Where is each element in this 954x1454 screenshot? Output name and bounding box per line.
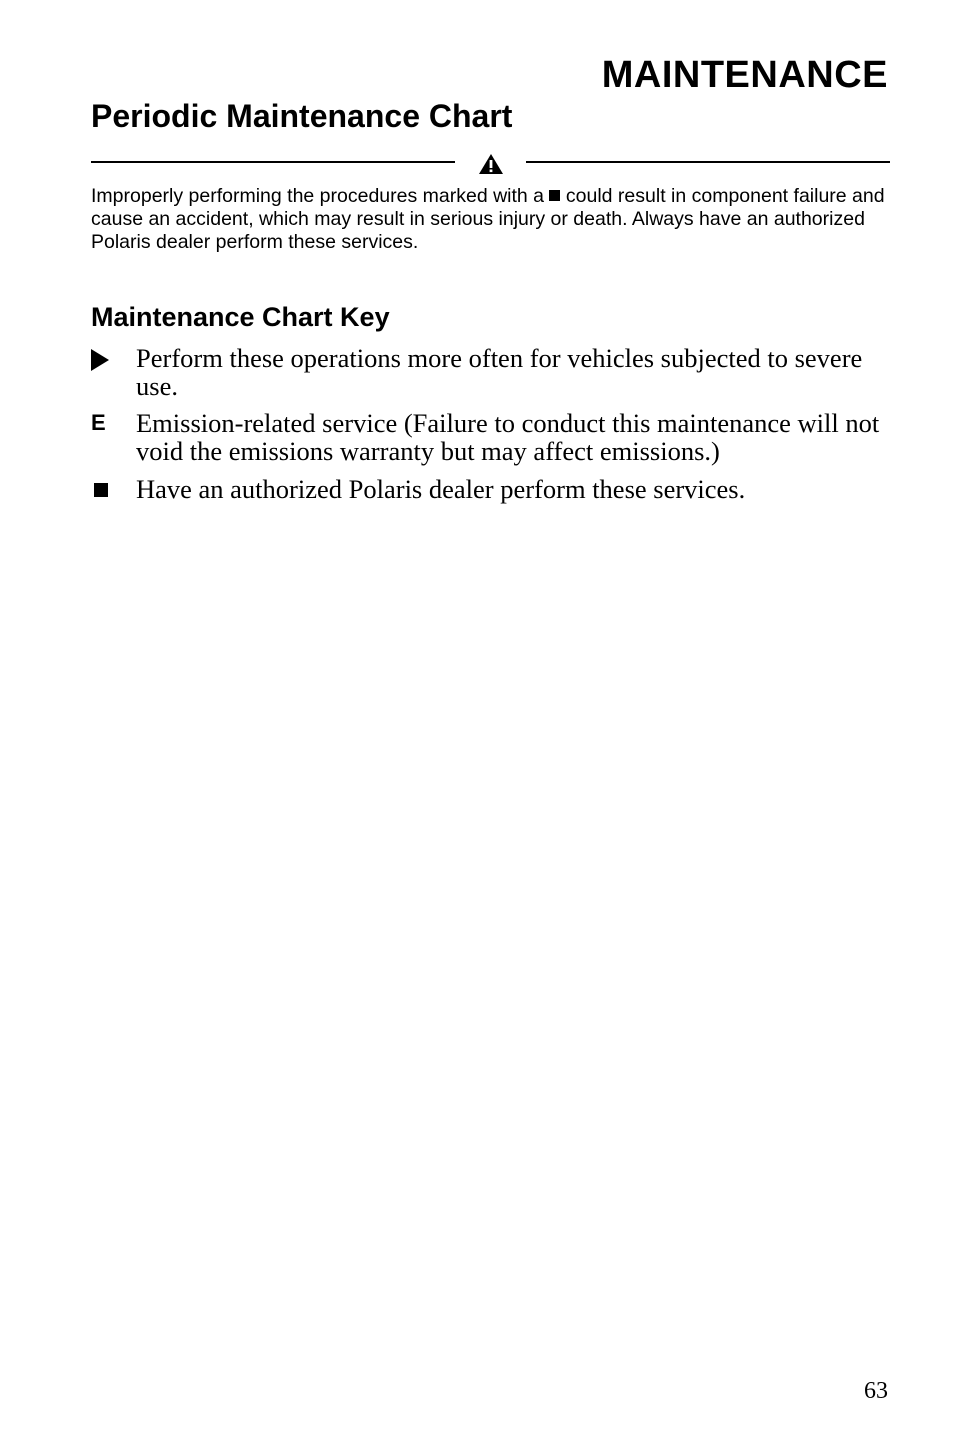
warning-rule-left: [91, 161, 455, 163]
page-number: 63: [864, 1378, 888, 1404]
square-icon: [549, 190, 560, 201]
key-item-text: Emission-related service (Failure to conduct this maintenance will not void the emissions warranty but may affect emissions.): [136, 408, 880, 466]
section-title: MAINTENANCE: [601, 54, 888, 96]
key-item-severe-use: [91, 344, 891, 400]
warning-triangle-icon: [478, 153, 504, 175]
warning-rule-right: [526, 161, 890, 163]
triangle-right-icon: [91, 349, 109, 371]
key-item-text: Have an authorized Polaris dealer perform these services.: [136, 474, 746, 504]
square-icon: [94, 483, 108, 497]
key-item-emission: [91, 409, 891, 465]
warning-text-before: Improperly performing the procedures marked with a: [91, 185, 545, 207]
warning-text: [91, 185, 891, 254]
page-title: Periodic Maintenance Chart: [91, 98, 513, 134]
key-item-dealer: [91, 475, 891, 503]
warning-text-after: could result in component failure and cause an accident, which may result in serious injury or death. Always have an authorized Polaris dealer perform these services.: [91, 185, 885, 253]
key-item-text: Perform these operations more often for vehicles subjected to severe use.: [136, 343, 863, 401]
emission-symbol: E: [91, 410, 106, 435]
chart-key-heading: Maintenance Chart Key: [91, 302, 390, 332]
